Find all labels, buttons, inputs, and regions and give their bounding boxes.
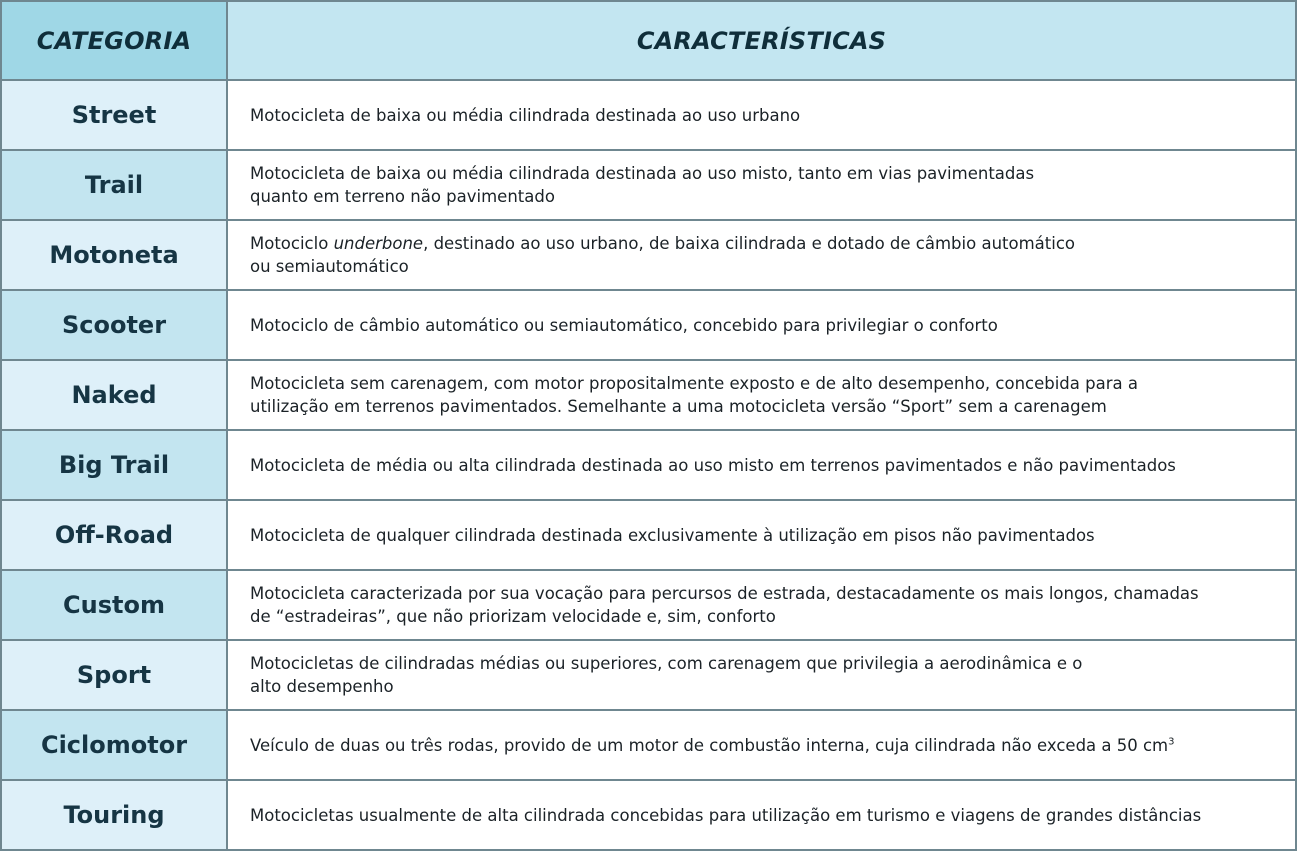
description-line-1: Motocicleta de baixa ou média cilindrada destinada ao uso misto, tanto em vias pavimentadas [250, 164, 1035, 183]
category-scooter: Scooter [2, 291, 226, 359]
description-emphasis: underbone [333, 234, 424, 253]
description-line-2: alto desempenho [250, 677, 394, 696]
description-line-1: Motocicletas de cilindradas médias ou superiores, com carenagem que privilegia a aerodinâmica e o [250, 654, 1083, 673]
superscript-exponent: 3 [1168, 736, 1175, 747]
description-text: Motocicleta de média ou alta cilindrada destinada ao uso misto em terrenos pavimentados e não pavimentados [250, 455, 1176, 475]
category-trail: Trail [2, 151, 226, 219]
description-line-1: Motocicleta caracterizada por sua vocação para percursos de estrada, destacadamente os mais longos, chamadas [250, 584, 1199, 603]
category-naked: Naked [2, 361, 226, 429]
category-motoneta: Motoneta [2, 221, 226, 289]
category-custom: Custom [2, 571, 226, 639]
category-sport: Sport [2, 641, 226, 709]
category-touring: Touring [2, 781, 226, 849]
description-custom [228, 571, 1295, 639]
description-street [228, 81, 1295, 149]
description-line-2: ou semiautomático [250, 257, 409, 276]
description-line-2: de “estradeiras”, que não priorizam velocidade e, sim, conforto [250, 607, 776, 626]
description-ciclomotor [228, 711, 1295, 779]
category-ciclomotor: Ciclomotor [2, 711, 226, 779]
description-scooter [228, 291, 1295, 359]
description-text: Motocicleta de baixa ou média cilindrada destinada ao uso urbano [250, 105, 801, 125]
description-line-1: Motocicleta sem carenagem, com motor propositalmente exposto e de alto desempenho, concebida para a [250, 374, 1138, 393]
category-off-road: Off-Road [2, 501, 226, 569]
description-text: Motocicleta de qualquer cilindrada destinada exclusivamente à utilização em pisos não pavimentados [250, 525, 1095, 545]
category-street: Street [2, 81, 226, 149]
description-text: Veículo de duas ou três rodas, provido de um motor de combustão interna, cuja cilindrada não exceda a 50 cm [250, 735, 1169, 755]
description-touring [228, 781, 1295, 849]
description-post: , destinado ao uso urbano, de baixa cilindrada e dotado de câmbio automático [423, 234, 1075, 253]
header-characteristics: CARACTERÍSTICAS [228, 2, 1295, 79]
description-pre: Motociclo [250, 234, 334, 253]
description-naked [228, 361, 1295, 429]
description-trail [228, 151, 1295, 219]
description-line-2: utilização em terrenos pavimentados. Semelhante a uma motocicleta versão “Sport” sem a carenagem [250, 397, 1107, 416]
header-category: CATEGORIA [2, 2, 226, 79]
description-sport [228, 641, 1295, 709]
description-line-2: quanto em terreno não pavimentado [250, 187, 555, 206]
category-big-trail: Big Trail [2, 431, 226, 499]
description-big-trail [228, 431, 1295, 499]
description-text: Motocicletas usualmente de alta cilindrada concebidas para utilização em turismo e viagens de grandes distâncias [250, 805, 1202, 825]
description-motoneta [228, 221, 1295, 289]
description-off-road [228, 501, 1295, 569]
description-text: Motociclo de câmbio automático ou semiautomático, concebido para privilegiar o conforto [250, 315, 998, 335]
